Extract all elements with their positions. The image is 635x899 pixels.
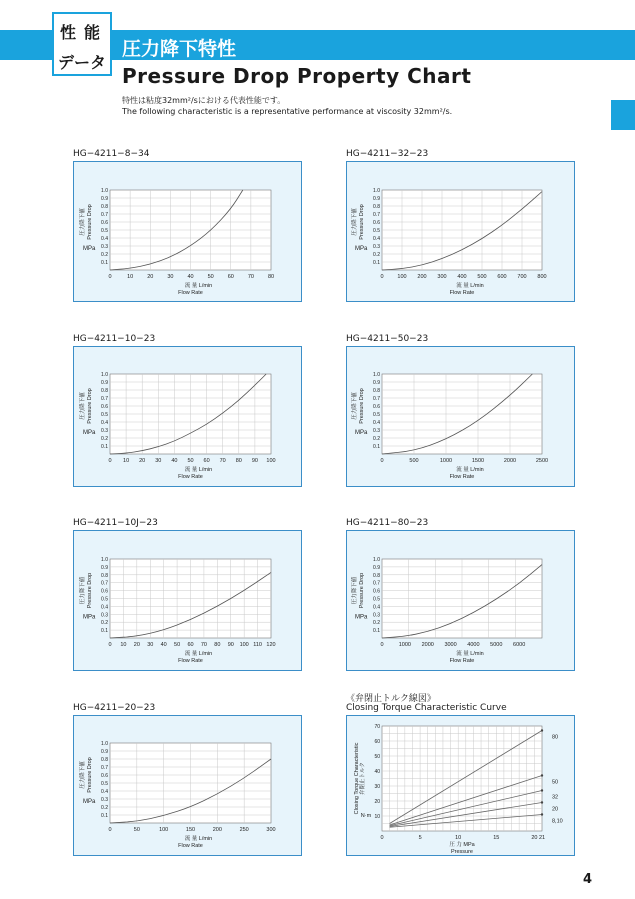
y-tick-label: 0.7 (101, 765, 108, 771)
y-tick-label: 0.7 (373, 212, 380, 218)
x-tick-label: 0 (380, 458, 384, 464)
chart-svg (347, 162, 576, 303)
x-tick-label: 0 (108, 642, 112, 648)
y-tick-label: 0.7 (101, 396, 108, 402)
chart-panel (73, 161, 302, 302)
y-tick-label: 0.7 (373, 396, 380, 402)
y-tick-label: 0.9 (373, 380, 380, 386)
y-axis-label-jp: 圧力降下値 (80, 208, 86, 236)
x-tick-label: 70 (247, 274, 254, 280)
side-tab (611, 100, 635, 130)
chart-svg (347, 716, 576, 857)
x-tick-label: 110 (253, 642, 262, 648)
x-tick-label: 120 (266, 642, 276, 648)
chart-title: HG−4211−8−34 (73, 149, 150, 159)
x-axis-label-jp: 流 量 L/min (184, 467, 213, 473)
x-tick-label: 1000 (398, 642, 411, 648)
x-tick-label: 200 (417, 274, 427, 280)
badge-label-data: データ (57, 53, 106, 72)
series-label: 80 (552, 734, 559, 741)
x-tick-label: 50 (174, 642, 181, 648)
x-tick-label: 0 (108, 827, 112, 833)
x-tick-label: 0 (108, 458, 112, 464)
x-tick-label: 10 (455, 835, 462, 841)
x-tick-label: 4000 (467, 642, 480, 648)
y-axis-label-en: Closing Torque Characteristic (354, 742, 360, 815)
y-tick-label: 0.6 (373, 588, 380, 595)
y-tick-label: 0.6 (101, 220, 108, 226)
chart-panel (346, 161, 575, 302)
y-axis-label-jp: 圧力降下値 (352, 208, 358, 236)
y-tick-label: 0.4 (101, 420, 108, 426)
y-tick-label: 0.5 (373, 228, 380, 234)
y-tick-label: 1.0 (101, 372, 108, 378)
y-axis-label-en: Pressure Drop (87, 204, 93, 240)
x-tick-label: 60 (227, 274, 234, 280)
y-tick-label: 0.1 (101, 628, 108, 635)
x-tick-label: 60 (203, 458, 210, 464)
y-tick-label: 60 (374, 739, 380, 745)
x-tick-label: 250 (239, 827, 249, 833)
x-axis-label-jp: 圧 力 MPa (449, 842, 475, 848)
x-axis-label-en: Flow Rate (178, 290, 203, 296)
y-tick-label: 0.2 (101, 805, 108, 811)
y-tick-label: 0.7 (101, 212, 108, 218)
x-tick-label: 100 (239, 642, 249, 648)
section-badge (52, 12, 112, 76)
y-tick-label: 0.3 (373, 244, 380, 250)
x-tick-label: 50 (187, 458, 194, 464)
y-tick-label: 0.5 (101, 228, 108, 234)
y-tick-label: 0.3 (373, 612, 380, 619)
x-axis-label-en: Flow Rate (449, 290, 475, 296)
x-tick-label: 10 (127, 274, 134, 280)
x-tick-label: 90 (251, 458, 258, 464)
x-tick-label: 21 (538, 835, 546, 841)
x-axis-label-jp: 流 量 L/min (456, 283, 484, 289)
x-tick-label: 30 (155, 458, 162, 464)
y-tick-label: 70 (374, 724, 380, 730)
y-tick-label: 0.4 (373, 236, 380, 242)
y-axis-label-en: Pressure Drop (359, 388, 365, 424)
x-axis-label-en: Pressure (450, 849, 474, 855)
y-tick-label: 0.9 (373, 196, 380, 202)
y-tick-label: 50 (374, 754, 380, 760)
x-tick-label: 400 (457, 274, 467, 280)
y-tick-label: 1.0 (373, 557, 380, 563)
y-axis-label-jp: 弁閉止トルク (360, 762, 366, 795)
chart-svg (347, 531, 576, 672)
chart-svg (74, 716, 303, 857)
x-tick-label: 80 (235, 458, 242, 464)
y-tick-label: 0.5 (373, 412, 380, 418)
y-tick-label: 1.0 (373, 188, 380, 194)
x-tick-label: 200 (212, 827, 222, 833)
x-tick-label: 500 (477, 274, 487, 280)
y-tick-label: 0.6 (373, 404, 380, 410)
x-axis-label-en: Flow Rate (178, 658, 203, 664)
y-tick-label: 0.8 (373, 572, 380, 579)
y-tick-label: 0.7 (373, 580, 380, 587)
y-tick-label: 0.9 (373, 564, 380, 571)
x-tick-label: 800 (537, 274, 547, 280)
y-tick-label: 0.4 (101, 604, 108, 611)
y-axis-label-en: Pressure Drop (87, 757, 93, 793)
y-tick-label: 0.6 (101, 404, 108, 410)
y-tick-label: 0.2 (373, 620, 380, 627)
y-tick-label: 20 (374, 799, 380, 805)
x-tick-label: 40 (187, 274, 194, 280)
y-tick-label: 0.7 (101, 580, 108, 587)
y-tick-label: 0.1 (101, 444, 108, 450)
badge-label-performance: 性能 (59, 23, 108, 42)
x-tick-label: 100 (266, 458, 276, 464)
y-tick-label: 0.2 (373, 436, 380, 442)
chart-svg (74, 162, 303, 303)
x-tick-label: 10 (120, 642, 127, 648)
series-end-point (541, 729, 543, 731)
x-tick-label: 40 (171, 458, 178, 464)
x-tick-label: 80 (267, 274, 275, 280)
y-tick-label: 1.0 (373, 372, 380, 378)
x-tick-label: 1500 (471, 458, 485, 464)
x-tick-label: 5 (418, 835, 422, 841)
y-tick-label: 0.3 (373, 428, 380, 434)
y-axis-label-en: Pressure Drop (87, 572, 93, 609)
y-tick-label: 30 (374, 784, 380, 790)
x-axis-label-en: Flow Rate (178, 843, 203, 849)
y-tick-label: 0.6 (101, 588, 108, 595)
x-tick-label: 60 (187, 642, 194, 648)
chart-svg (74, 347, 303, 488)
y-tick-label: 0.4 (101, 789, 108, 795)
viscosity-note-jp: 特性は粘度32mm²/sにおける代表性能です。 (122, 96, 286, 105)
y-tick-label: 0.4 (373, 420, 380, 426)
y-tick-label: 0.2 (101, 436, 108, 442)
y-axis-unit: MPa (83, 614, 96, 621)
y-axis-unit: MPa (355, 430, 368, 436)
y-tick-label: 0.8 (101, 388, 108, 394)
x-tick-label: 2500 (535, 458, 549, 464)
x-tick-label: 3000 (444, 642, 457, 648)
x-axis-label-jp: 流 量 L/min (184, 283, 213, 289)
y-axis-unit: N·m (360, 813, 372, 819)
y-tick-label: 0.6 (373, 220, 380, 226)
x-axis-label-jp: 流 量 L/min (456, 467, 484, 473)
chart-panel (73, 346, 302, 487)
y-tick-label: 0.8 (101, 757, 108, 763)
y-tick-label: 0.3 (101, 428, 108, 434)
y-tick-label: 0.5 (101, 781, 108, 787)
x-axis-label-jp: 流 量 L/min (184, 651, 213, 657)
y-axis-label-en: Pressure Drop (359, 204, 365, 240)
y-axis-unit: MPa (83, 430, 96, 436)
chart-title: HG−4211−50−23 (346, 334, 429, 344)
y-tick-label: 0.8 (101, 572, 108, 579)
chart-title: HG−4211−10−23 (73, 334, 156, 344)
y-axis-label-en: Pressure Drop (359, 572, 365, 609)
x-axis-label-en: Flow Rate (449, 658, 475, 664)
x-tick-label: 0 (380, 642, 384, 648)
x-tick-label: 20 (147, 274, 154, 280)
y-tick-label: 1.0 (101, 557, 108, 563)
y-tick-label: 0.9 (101, 196, 108, 202)
x-tick-label: 10 (123, 458, 130, 464)
x-tick-label: 300 (266, 827, 276, 833)
x-tick-label: 90 (227, 642, 234, 648)
chart-title: HG−4211−80−23 (346, 518, 429, 528)
chart-panel (73, 530, 302, 671)
y-tick-label: 0.3 (101, 612, 108, 619)
chart-title: Closing Torque Characteristic Curve (346, 703, 507, 713)
y-tick-label: 1.0 (101, 188, 108, 194)
y-axis-unit: MPa (83, 799, 96, 805)
y-tick-label: 40 (374, 769, 380, 775)
y-tick-label: 0.4 (101, 236, 108, 242)
y-tick-label: 0.1 (373, 444, 380, 450)
x-tick-label: 5000 (490, 642, 503, 648)
y-tick-label: 0.1 (373, 628, 380, 635)
chart-panel (73, 715, 302, 856)
chart-panel (346, 530, 575, 671)
y-tick-label: 0.1 (101, 260, 108, 266)
x-axis-label-jp: 流 量 L/min (184, 836, 213, 842)
chart-svg (74, 531, 303, 672)
y-axis-unit: MPa (355, 246, 368, 252)
x-tick-label: 1000 (439, 458, 453, 464)
x-tick-label: 20 (139, 458, 146, 464)
x-axis-label-jp: 流 量 L/min (456, 651, 484, 657)
x-tick-label: 0 (108, 274, 112, 280)
y-tick-label: 0.5 (101, 596, 108, 603)
y-tick-label: 0.1 (101, 813, 108, 819)
y-tick-label: 0.2 (101, 252, 108, 258)
y-tick-label: 0.6 (101, 773, 108, 779)
y-tick-label: 0.8 (373, 204, 380, 210)
y-tick-label: 0.5 (373, 596, 380, 603)
y-tick-label: 0.4 (373, 604, 380, 611)
y-tick-label: 0.9 (101, 749, 108, 755)
series-label: 32 (552, 794, 559, 801)
x-tick-label: 300 (437, 274, 447, 280)
y-tick-label: 0.3 (101, 244, 108, 250)
x-tick-label: 50 (207, 274, 214, 280)
y-tick-label: 0.9 (101, 564, 108, 571)
x-axis-label-en: Flow Rate (449, 474, 475, 480)
y-tick-label: 0.1 (373, 260, 380, 266)
y-tick-label: 0.9 (101, 380, 108, 386)
x-axis-label-en: Flow Rate (178, 474, 203, 480)
series-label: 20 (552, 806, 559, 813)
chart-title: HG−4211−20−23 (73, 703, 156, 713)
y-axis-unit: MPa (83, 246, 96, 252)
x-tick-label: 2000 (421, 642, 434, 648)
chart-title-jp: 《弁閉止トルク線図》 (346, 694, 436, 704)
chart-svg (347, 347, 576, 488)
x-tick-label: 20 (133, 642, 140, 648)
series-label: 8,10 (552, 818, 563, 825)
y-tick-label: 0.3 (101, 797, 108, 803)
x-tick-label: 80 (214, 642, 221, 648)
x-tick-label: 500 (409, 458, 419, 464)
x-tick-label: 40 (160, 642, 167, 648)
x-tick-label: 30 (147, 642, 154, 648)
page-number: 4 (583, 872, 593, 887)
y-tick-label: 0.2 (101, 620, 108, 627)
chart-title: HG−4211−10J−23 (73, 518, 158, 528)
y-axis-unit: MPa (355, 614, 368, 621)
y-tick-label: 0.5 (101, 412, 108, 418)
x-tick-label: 2000 (503, 458, 517, 464)
y-tick-label: 0.8 (101, 204, 108, 210)
y-axis-label-jp: 圧力降下値 (80, 392, 86, 420)
y-tick-label: 0.2 (373, 252, 380, 258)
x-tick-label: 100 (397, 274, 407, 280)
x-tick-label: 6000 (513, 642, 526, 648)
y-tick-label: 0.8 (373, 388, 380, 394)
page-title-en: Pressure Drop Property Chart (122, 64, 472, 88)
chart-panel (346, 346, 575, 487)
series-end-point (541, 801, 543, 803)
y-axis-label-jp: 圧力降下値 (352, 392, 358, 420)
series-end-point (541, 813, 543, 815)
x-tick-label: 600 (497, 274, 507, 280)
y-axis-label-jp: 圧力降下値 (352, 576, 358, 605)
x-tick-label: 70 (219, 458, 226, 464)
x-tick-label: 700 (517, 274, 527, 280)
viscosity-note-en: The following characteristic is a representative performance at viscosity 32mm²/s. (122, 107, 453, 116)
y-axis-label-en: Pressure Drop (87, 388, 93, 424)
page-title-jp: 圧力降下特性 (122, 38, 237, 60)
x-tick-label: 100 (159, 827, 169, 833)
series-end-point (541, 774, 543, 776)
y-tick-label: 1.0 (101, 741, 108, 747)
x-tick-label: 30 (167, 274, 174, 280)
x-tick-label: 15 (493, 835, 500, 841)
series-label: 50 (552, 779, 559, 786)
chart-panel (346, 715, 575, 856)
x-tick-label: 0 (380, 274, 384, 280)
y-axis-label-jp: 圧力降下値 (80, 576, 86, 605)
x-tick-label: 20 (531, 835, 538, 841)
y-tick-label: 10 (374, 814, 380, 820)
x-tick-label: 70 (200, 642, 207, 648)
x-tick-label: 0 (380, 835, 384, 841)
x-tick-label: 50 (133, 827, 140, 833)
chart-title: HG−4211−32−23 (346, 149, 429, 159)
x-tick-label: 150 (185, 827, 196, 833)
series-end-point (541, 789, 543, 791)
y-axis-label-jp: 圧力降下値 (80, 761, 86, 789)
